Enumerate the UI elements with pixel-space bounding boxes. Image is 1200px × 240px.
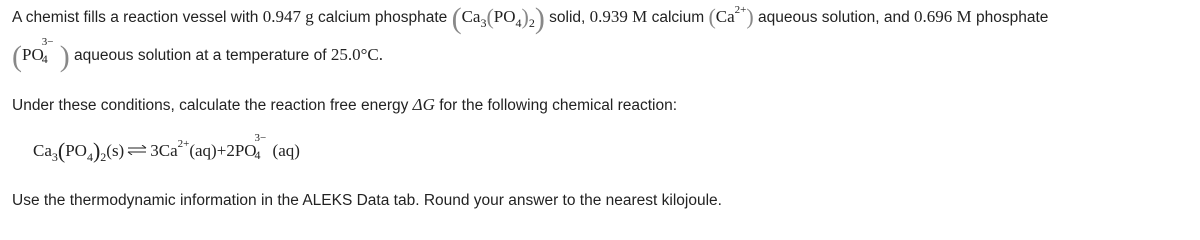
solid-state-text: solid, [549, 9, 586, 26]
temperature: 25.0°C. [330, 45, 383, 64]
phosphate-concentration: 0.696 M [914, 7, 972, 26]
calcium-phosphate-formula: $(Ca_3(PO_4)_2)$ [451, 2, 545, 35]
reaction-equation [33, 132, 300, 164]
calcium-state-text: aqueous solution, and [758, 9, 910, 26]
phosphate-name: phosphate [975, 9, 1049, 26]
plus-sign: + [216, 141, 227, 160]
equilibrium-arrow-icon [126, 145, 148, 155]
intro-text: A chemist fills a reaction vessel with [12, 9, 259, 26]
calcium-concentration: 0.939 M [589, 7, 648, 26]
product-phosphate: 2PO 4 3− (aq) [226, 132, 300, 162]
solid-name: calcium phosphate [318, 9, 448, 26]
problem-line-1 [12, 2, 1048, 36]
problem-line-3 [12, 95, 677, 115]
reactant: $Ca_3(PO_4)_2(s)$ [33, 138, 125, 164]
problem-line-5 [12, 192, 722, 210]
phosphate-state-text: aqueous solution at a temperature of [74, 47, 327, 64]
final-instruction: Use the thermodynamic information in the ALEKS Data tab. Round your answer to the nearest kilojoule. [12, 192, 722, 209]
calcium-ion-formula: $(Ca^{2+})$ [708, 4, 754, 29]
delta-g-symbol: ΔG [412, 95, 435, 114]
calcium-name: calcium [651, 9, 705, 26]
product-calcium: $3Ca^{2+}(aq)$ [150, 138, 217, 160]
solid-amount: 0.947 g [262, 7, 314, 26]
formula-ca: Ca [461, 7, 481, 26]
formula-po: PO [493, 7, 516, 26]
instruction-text: Under these conditions, calculate the reaction free energy [12, 97, 409, 114]
instruction-text-end: for the following chemical reaction: [439, 97, 678, 114]
problem-line-2 [12, 36, 383, 74]
phosphate-ion-formula: (PO 4 3− ) [12, 36, 70, 73]
